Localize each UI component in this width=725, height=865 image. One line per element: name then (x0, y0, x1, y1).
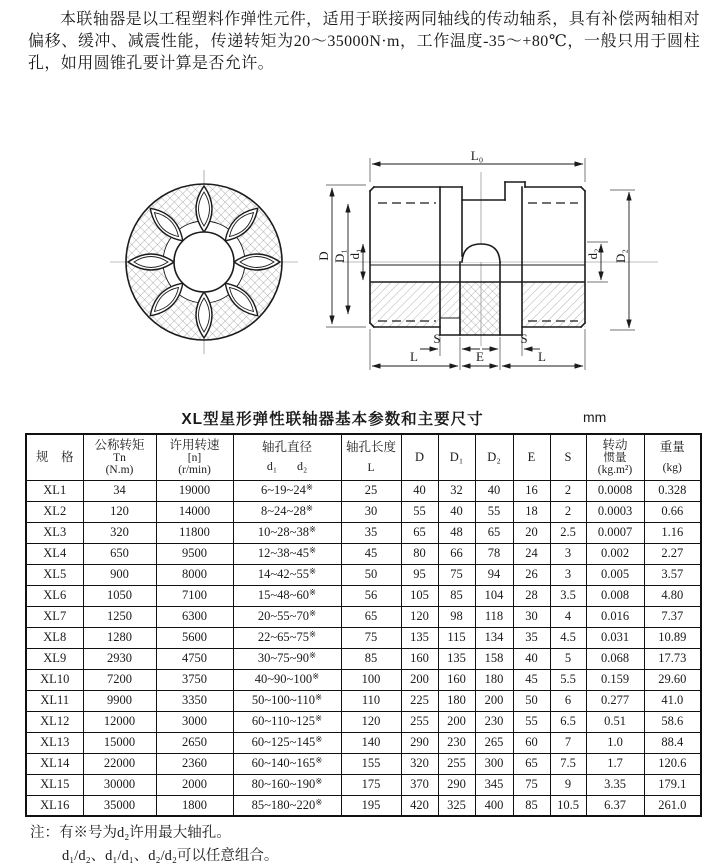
cell: 30000 (83, 774, 156, 795)
cell: 14000 (156, 501, 233, 522)
cell: 300 (475, 753, 513, 774)
cell: XL8 (26, 627, 83, 648)
cell: 35000 (83, 795, 156, 816)
max-bore-mark: ※ (308, 523, 317, 534)
cell: 0.008 (586, 585, 644, 606)
header-D: D (401, 434, 438, 480)
cell: 80~160~190※ (233, 774, 341, 795)
unit-label: mm (583, 409, 607, 425)
cell: 56 (341, 585, 401, 606)
cell: 0.0008 (586, 480, 644, 501)
cell: 115 (438, 627, 475, 648)
cell: 6 (550, 690, 586, 711)
dim-label-D: D (316, 251, 331, 261)
front-view (110, 170, 298, 354)
cell: 2360 (156, 753, 233, 774)
cell: 0.005 (586, 564, 644, 585)
cell: 160 (401, 648, 438, 669)
cell: 34 (83, 480, 156, 501)
cell: 0.0007 (586, 522, 644, 543)
cell: 10~28~38※ (233, 522, 341, 543)
header-S: S (550, 434, 586, 480)
cell: 175 (341, 774, 401, 795)
cell: XL10 (26, 669, 83, 690)
cell: 0.66 (644, 501, 701, 522)
cell: 6.5 (550, 711, 586, 732)
cell: 65 (475, 522, 513, 543)
cell: 15000 (83, 732, 156, 753)
table-title: XL型星形弹性联轴器基本参数和主要尺寸 (181, 411, 484, 428)
cell: 60~125~145※ (233, 732, 341, 753)
cell: 120 (401, 606, 438, 627)
cell: 104 (475, 585, 513, 606)
cell: 120.6 (644, 753, 701, 774)
cell: 35 (341, 522, 401, 543)
cell: 85 (341, 648, 401, 669)
cell: 40 (513, 648, 550, 669)
cell: 2 (550, 480, 586, 501)
cell: 255 (401, 711, 438, 732)
header-bore-diameter: 轴孔直径 d₁ d₂ (233, 434, 341, 480)
cell: 3000 (156, 711, 233, 732)
table-row (26, 711, 701, 732)
cell: 40 (401, 480, 438, 501)
cell: 45 (513, 669, 550, 690)
cell: 94 (475, 564, 513, 585)
cell: 325 (438, 795, 475, 816)
cell: 3 (550, 543, 586, 564)
header-bore-length: 轴孔长度 L (341, 434, 401, 480)
cell: 65 (513, 753, 550, 774)
cell: XL11 (26, 690, 83, 711)
cell: 65 (341, 606, 401, 627)
cell: XL15 (26, 774, 83, 795)
table-row (26, 501, 701, 522)
cell: 2.5 (550, 522, 586, 543)
cell: 60 (513, 732, 550, 753)
table-row (26, 606, 701, 627)
cell: XL4 (26, 543, 83, 564)
dim-label-L0: L₀ (470, 148, 484, 163)
cell: 41.0 (644, 690, 701, 711)
cell: XL16 (26, 795, 83, 816)
cell: XL2 (26, 501, 83, 522)
cell: 200 (475, 690, 513, 711)
table-row (26, 669, 701, 690)
header-row (26, 434, 701, 480)
cell: 0.068 (586, 648, 644, 669)
cell: 110 (341, 690, 401, 711)
cell: 20~55~70※ (233, 606, 341, 627)
max-bore-mark: ※ (315, 775, 323, 786)
cell: 0.159 (586, 669, 644, 690)
cell: 55 (475, 501, 513, 522)
cell: 140 (341, 732, 401, 753)
table-body (26, 480, 701, 816)
cell: 60~110~125※ (233, 711, 341, 732)
cell: 5600 (156, 627, 233, 648)
table-row (26, 648, 701, 669)
cell: 48 (438, 522, 475, 543)
cell: 65 (401, 522, 438, 543)
cell: 3750 (156, 669, 233, 690)
cell: 230 (438, 732, 475, 753)
dim-label-E: E (476, 349, 484, 364)
cell: 158 (475, 648, 513, 669)
cell: 18 (513, 501, 550, 522)
cell: 3.35 (586, 774, 644, 795)
cell: 4 (550, 606, 586, 627)
cell: 7100 (156, 585, 233, 606)
cell: 134 (475, 627, 513, 648)
cell: 320 (401, 753, 438, 774)
cell: 17.73 (644, 648, 701, 669)
cell: XL3 (26, 522, 83, 543)
cell: 26 (513, 564, 550, 585)
cell: 75 (438, 564, 475, 585)
cell: 370 (401, 774, 438, 795)
cell: 345 (475, 774, 513, 795)
max-bore-mark: ※ (315, 754, 323, 765)
cell: 2.27 (644, 543, 701, 564)
cell: 24 (513, 543, 550, 564)
footnotes (30, 822, 278, 865)
max-bore-mark: ※ (312, 670, 320, 681)
cell: XL12 (26, 711, 83, 732)
dim-label-d1: d₁ (347, 248, 362, 260)
table-row (26, 774, 701, 795)
cell: 16 (513, 480, 550, 501)
cell: 200 (438, 711, 475, 732)
cell: 200 (401, 669, 438, 690)
cell: 255 (438, 753, 475, 774)
table-row (26, 564, 701, 585)
cell: 261.0 (644, 795, 701, 816)
cell: 60~140~165※ (233, 753, 341, 774)
max-bore-mark: ※ (315, 733, 323, 744)
cell: 4750 (156, 648, 233, 669)
cell: 6~19~24※ (233, 480, 341, 501)
cell: 40 (475, 480, 513, 501)
max-bore-mark: ※ (308, 649, 317, 660)
cell: 50 (341, 564, 401, 585)
cell: 12000 (83, 711, 156, 732)
cell: 0.031 (586, 627, 644, 648)
cell: XL6 (26, 585, 83, 606)
cell: 85 (513, 795, 550, 816)
cell: 12~38~45※ (233, 543, 341, 564)
cell: 0.0003 (586, 501, 644, 522)
max-bore-mark: ※ (305, 481, 313, 492)
cell: 50~100~110※ (233, 690, 341, 711)
cell: 7 (550, 732, 586, 753)
cell: 420 (401, 795, 438, 816)
cell: 55 (401, 501, 438, 522)
cell: 120 (83, 501, 156, 522)
table-row (26, 753, 701, 774)
header-D2: D₂ (475, 434, 513, 480)
cell: 7200 (83, 669, 156, 690)
cell: 78 (475, 543, 513, 564)
cell: 20 (513, 522, 550, 543)
cell: 9 (550, 774, 586, 795)
cell: 0.016 (586, 606, 644, 627)
header-D1: D₁ (438, 434, 475, 480)
cell: 2000 (156, 774, 233, 795)
cell: 4.80 (644, 585, 701, 606)
max-bore-mark: ※ (314, 712, 323, 723)
cell: XL7 (26, 606, 83, 627)
cell: 98 (438, 606, 475, 627)
cell: XL5 (26, 564, 83, 585)
dim-label-S-left: S (433, 331, 441, 346)
header-weight: 重量 (kg) (644, 434, 701, 480)
cell: 135 (401, 627, 438, 648)
dim-label-L-left: L (410, 349, 418, 364)
cell: 650 (83, 543, 156, 564)
table-row (26, 480, 701, 501)
table-row (26, 732, 701, 753)
cell: 10.89 (644, 627, 701, 648)
coupling-technical-drawing (0, 130, 725, 398)
cell: 118 (475, 606, 513, 627)
cell: 9900 (83, 690, 156, 711)
cell: 2650 (156, 732, 233, 753)
dim-label-d2: d₂ (585, 248, 600, 260)
cell: 15~48~60※ (233, 585, 341, 606)
cell: 2930 (83, 648, 156, 669)
cell: 5 (550, 648, 586, 669)
cell: 135 (438, 648, 475, 669)
cell: 0.277 (586, 690, 644, 711)
cell: 28 (513, 585, 550, 606)
max-bore-mark: ※ (308, 544, 317, 555)
cell: 30~75~90※ (233, 648, 341, 669)
cell: 8~24~28※ (233, 501, 341, 522)
dim-label-L-right: L (538, 349, 546, 364)
cell: 40~90~100※ (233, 669, 341, 690)
cell: 230 (475, 711, 513, 732)
cell: 3350 (156, 690, 233, 711)
cell: 32 (438, 480, 475, 501)
cell: 0.328 (644, 480, 701, 501)
cell: 1.0 (586, 732, 644, 753)
cell: 29.60 (644, 669, 701, 690)
cell: 160 (438, 669, 475, 690)
max-bore-mark: ※ (315, 796, 323, 807)
cell: 290 (401, 732, 438, 753)
cell: 1.7 (586, 753, 644, 774)
parameters-table (25, 433, 702, 817)
cell: 320 (83, 522, 156, 543)
cell: 120 (341, 711, 401, 732)
cell: 9500 (156, 543, 233, 564)
dim-label-D2: D₂ (613, 249, 628, 263)
cell: 30 (341, 501, 401, 522)
cell: 45 (341, 543, 401, 564)
cell: 3.5 (550, 585, 586, 606)
cell: 40 (438, 501, 475, 522)
footnote-1: 注：有※号为d₂许用最大轴孔。 (30, 825, 231, 841)
max-bore-mark: ※ (305, 502, 313, 513)
cell: 55 (513, 711, 550, 732)
cell: 6300 (156, 606, 233, 627)
cell: 14~42~55※ (233, 564, 341, 585)
cell: 75 (341, 627, 401, 648)
cell: 25 (341, 480, 401, 501)
cell: 400 (475, 795, 513, 816)
cell: 85~180~220※ (233, 795, 341, 816)
cell: 0.51 (586, 711, 644, 732)
cell: 50 (513, 690, 550, 711)
cell: 105 (401, 585, 438, 606)
cell: XL14 (26, 753, 83, 774)
table-row (26, 795, 701, 816)
table-row (26, 543, 701, 564)
max-bore-mark: ※ (308, 628, 317, 639)
cell: 195 (341, 795, 401, 816)
max-bore-mark: ※ (308, 565, 317, 576)
dim-label-D1: D₁ (332, 249, 347, 263)
cell: 35 (513, 627, 550, 648)
cell: 180 (438, 690, 475, 711)
cell: 1.16 (644, 522, 701, 543)
cell: 30 (513, 606, 550, 627)
cell: XL9 (26, 648, 83, 669)
cell: 88.4 (644, 732, 701, 753)
footnote-2: d₁/d₂、d₁/d₁、d₂/d₂可以任意组合。 (62, 848, 279, 864)
cell: 3.57 (644, 564, 701, 585)
cell: 5.5 (550, 669, 586, 690)
cell: 6.37 (586, 795, 644, 816)
intro-paragraph: 本联轴器是以工程塑料作弹性元件，适用于联接两同轴线的传动轴系，具有补偿两轴相对偏移、缓冲、减震性能，传递转矩为20～35000N·m，工作温度-35～+80℃，一般只用于圆柱孔，如用圆锥孔要计算是否允许。 (28, 11, 700, 72)
cell: 7.5 (550, 753, 586, 774)
cell: 10.5 (550, 795, 586, 816)
cell: 900 (83, 564, 156, 585)
header-spec: 规 格 (26, 434, 83, 480)
cell: XL1 (26, 480, 83, 501)
header-inertia: 转动 惯量 (kg.m²) (586, 434, 644, 480)
cell: 290 (438, 774, 475, 795)
cell: 4.5 (550, 627, 586, 648)
cell: 265 (475, 732, 513, 753)
max-bore-mark: ※ (308, 607, 317, 618)
dim-label-S-right: S (520, 331, 528, 346)
cell: 22000 (83, 753, 156, 774)
cell: 66 (438, 543, 475, 564)
cell: 0.002 (586, 543, 644, 564)
cell: 19000 (156, 480, 233, 501)
cell: 100 (341, 669, 401, 690)
cell: 80 (401, 543, 438, 564)
cell: XL13 (26, 732, 83, 753)
cell: 155 (341, 753, 401, 774)
cell: 11800 (156, 522, 233, 543)
table-row (26, 522, 701, 543)
table-row (26, 690, 701, 711)
header-E: E (513, 434, 550, 480)
cell: 8000 (156, 564, 233, 585)
header-torque: 公称转矩 Tn (N.m) (83, 434, 156, 480)
table-row (26, 585, 701, 606)
cell: 1250 (83, 606, 156, 627)
cell: 22~65~75※ (233, 627, 341, 648)
cell: 1800 (156, 795, 233, 816)
cell: 1280 (83, 627, 156, 648)
section-view (316, 148, 658, 370)
cell: 85 (438, 585, 475, 606)
max-bore-mark: ※ (308, 586, 317, 597)
cell: 58.6 (644, 711, 701, 732)
cell: 1050 (83, 585, 156, 606)
table-row (26, 627, 701, 648)
header-speed: 许用转速 [n] (r/min) (156, 434, 233, 480)
cell: 180 (475, 669, 513, 690)
cell: 3 (550, 564, 586, 585)
cell: 179.1 (644, 774, 701, 795)
cell: 75 (513, 774, 550, 795)
cell: 2 (550, 501, 586, 522)
cell: 95 (401, 564, 438, 585)
max-bore-mark: ※ (314, 691, 323, 702)
cell: 225 (401, 690, 438, 711)
cell: 7.37 (644, 606, 701, 627)
